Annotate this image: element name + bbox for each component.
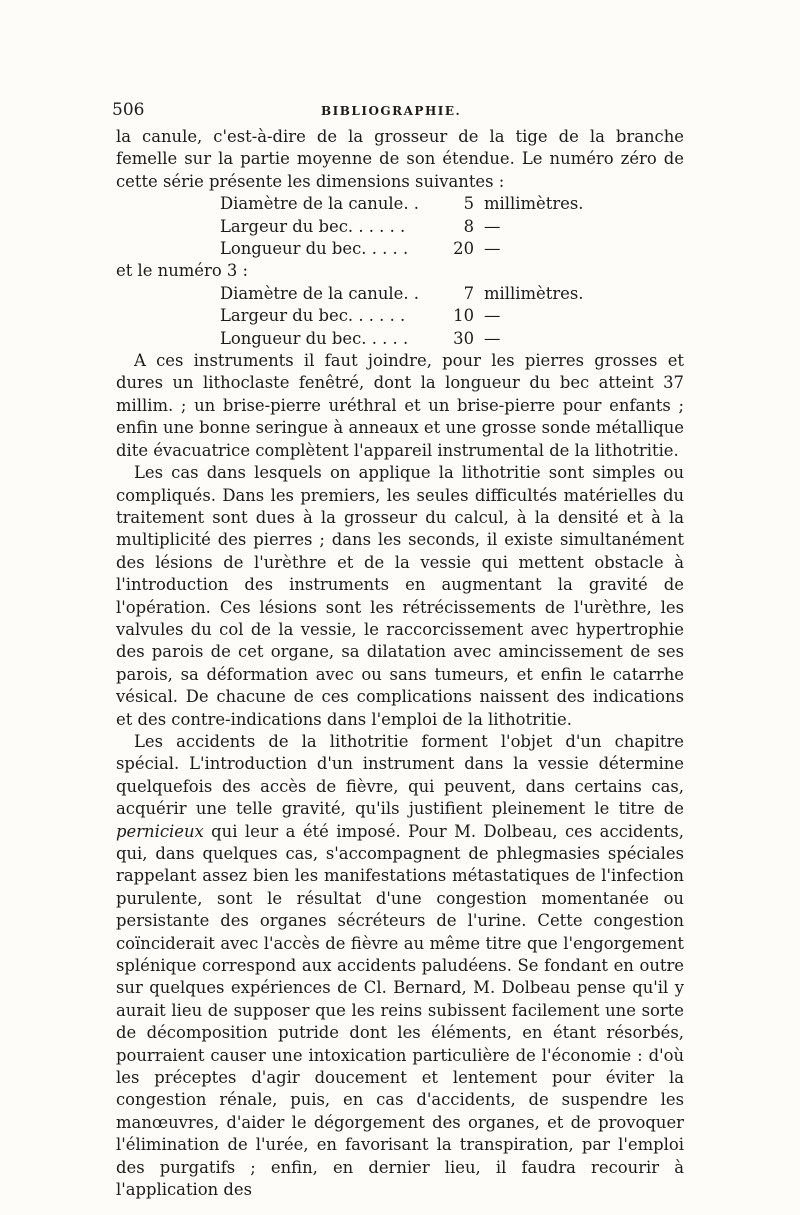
dimension-value: 5 (463, 194, 474, 214)
paragraph-accidents (116, 731, 684, 1202)
page-number: 506 (112, 100, 145, 120)
dimension-label: Longueur du bec. . . . . (220, 239, 409, 259)
dimension-label: Largeur du bec. . . . . . (220, 306, 406, 326)
dimension-unit: millimètres. (484, 283, 584, 303)
dimension-label: Largeur du bec. . . . . . (220, 216, 406, 236)
table-row (220, 238, 584, 260)
dimension-label: Diamètre de la canule. . (220, 283, 419, 303)
dimension-label: Diamètre de la canule. . (220, 194, 419, 214)
dimensions-table-zero (220, 193, 584, 260)
italic-term: pernicieux (116, 821, 204, 841)
running-title: BIBLIOGRAPHIE. (321, 104, 462, 118)
dimension-value: 10 (453, 306, 474, 326)
paragraph-intro: la canule, c'est-à-dire de la grosseur de la tige de la branche femelle sur la partie moyenne de son étendue. Le numéro zéro de cette série présente les dimensions suivantes : (116, 127, 684, 191)
dimension-value: 30 (453, 328, 474, 348)
table-row (220, 216, 584, 238)
table-row (220, 193, 584, 215)
connector-text: et le numéro 3 : (116, 261, 249, 281)
paragraph-instruments: A ces instruments il faut joindre, pour les pierres grosses et dures un lithoclaste fenêtré, dont la longueur du bec atteint 37 millim. ; un brise-pierre uréthral et un brise-pierre pour enfants ; enfin une bonne seringue à anneaux et une grosse sonde métallique dite évacuatrice complètent l'appareil instrumental de la lithotritie. (116, 351, 684, 460)
table-row (220, 305, 584, 327)
dimension-value: 8 (463, 216, 474, 236)
dimension-unit: — (484, 239, 501, 259)
page-header (112, 100, 684, 124)
dimensions-table-three (220, 283, 584, 350)
table-row (220, 328, 584, 350)
dimension-unit: — (484, 306, 501, 326)
dimension-unit: millimètres. (484, 194, 584, 214)
table-row (220, 283, 584, 305)
paragraph-cas: Les cas dans lesquels on applique la lithotritie sont simples ou compliqués. Dans les premiers, les seules difficultés matérielles du traitement sont dues à la grosseur du calcul, à la densité et à la multiplicité des pierres ; dans les seconds, il existe simultanément des lésions de l'urèthre et de la vessie qui mettent obstacle à l'introduction des instruments en augmentant la gravité de l'opération. Ces lésions sont les rétrécissements de l'urèthre, les valvules du col de la vessie, le raccorcissement avec hypertrophie des parois de cet organe, sa dilatation avec amincissement de ses parois, sa déformation avec ou sans tumeurs, et enfin le catarrhe vésical. De chacune de ces complications naissent des indications et des contre-indications dans l'emploi de la lithotritie. (116, 463, 684, 729)
dimension-label: Longueur du bec. . . . . (220, 328, 409, 348)
dimension-value: 7 (463, 283, 474, 303)
dimension-value: 20 (453, 239, 474, 259)
paragraph-accidents-end: qui leur a été imposé. Pour M. Dolbeau, ces accidents, qui, dans quelques cas, s'accompagnent de phlegmasies spéciales rappelant assez bien les manifestations métastatiques de l'infection purulente, sont le résultat d'une congestion momentanée ou persistante des organes sécréteurs de l'urine. Cette congestion coïnciderait avec l'accès de fièvre au même titre que l'engorgement splénique correspond aux accidents paludéens. Se fondant en outre sur quelques expériences de Cl. Bernard, M. Dolbeau pense qu'il y aurait lieu de supposer que les reins subissent facilement une sorte de décomposition putride dont les éléments, en étant résorbés, pourraient causer une intoxication particulière de l'économie : d'où les préceptes d'agir doucement et lentement pour éviter la congestion rénale, puis, en cas d'accidents, de suspendre les manœuvres, d'aider le dégorgement des organes, et de provoquer l'élimination de l'urée, en favorisant la transpiration, par l'emploi des purgatifs ; enfin, en dernier lieu, il faudra recourir à l'application des (116, 821, 684, 1200)
dimension-unit: — (484, 328, 501, 348)
page (112, 100, 684, 1202)
dimension-unit: — (484, 216, 501, 236)
paragraph-accidents-start: Les accidents de la lithotritie forment l'objet d'un chapitre spécial. L'introduction d'un instrument dans la vessie détermine quelquefois des accès de fièvre, qui peuvent, dans certains cas, acquérir une telle gravité, qu'ils justifient pleinement le titre de (116, 731, 684, 819)
